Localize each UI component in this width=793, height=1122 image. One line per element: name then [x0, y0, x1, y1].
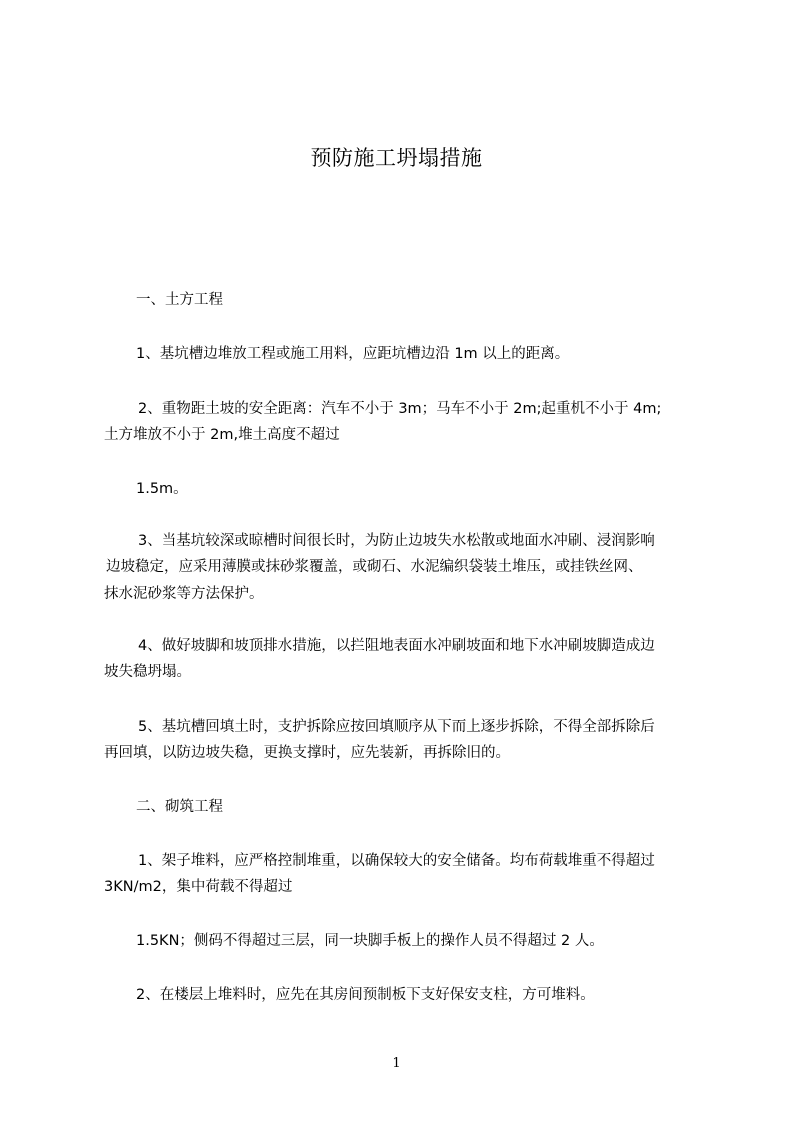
page-number: 1 — [392, 1056, 401, 1071]
earthwork-item-5-line-1: 5、基坑槽回填土时，支护拆除应按回填顺序从下而上逐步拆除，不得全部拆除后 — [138, 719, 655, 735]
earthwork-item-4-line-2: 坡失稳坍塌。 — [104, 664, 191, 680]
masonry-item-1-line-2: 3KN/m2，集中荷载不得超过 — [104, 879, 293, 895]
earthwork-item-3-line-3: 抹水泥砂浆等方法保护。 — [104, 586, 264, 602]
earthwork-item-2-line-3: 1.5m。 — [136, 481, 188, 497]
earthwork-item-5-line-2: 再回填，以防边坡失稳，更换支撑时，应先装新，再拆除旧的。 — [104, 745, 510, 761]
section-heading-masonry: 二、砌筑工程 — [136, 799, 223, 815]
earthwork-item-3-line-1: 3、当基坑较深或晾槽时间很长时，为防止边坡失水松散或地面水冲刷、浸润影响 — [138, 533, 655, 549]
earthwork-item-2-line-2: 土方堆放不小于 2m,堆土高度不超过 — [104, 427, 340, 443]
section-heading-earthwork: 一、土方工程 — [136, 292, 223, 308]
earthwork-item-2-line-1: 2、重物距土坡的安全距离：汽车不小于 3m；马车不小于 2m;起重机不小于 4m; — [138, 401, 662, 417]
earthwork-item-3-line-2: 边坡稳定，应采用薄膜或抹砂浆覆盖，或砌石、水泥编织袋装土堆压，或挂铁丝网、 — [106, 559, 643, 575]
masonry-item-1-line-3: 1.5KN；侧码不得超过三层，同一块脚手板上的操作人员不得超过 2 人。 — [136, 933, 604, 949]
masonry-item-2: 2、在楼层上堆料时，应先在其房间预制板下支好保安支柱，方可堆料。 — [136, 987, 595, 1003]
document-title: 预防施工坍塌措施 — [310, 146, 483, 170]
earthwork-item-1: 1、基坑槽边堆放工程或施工用料，应距坑槽边沿 1m 以上的距离。 — [136, 346, 570, 362]
masonry-item-1-line-1: 1、架子堆料，应严格控制堆重，以确保较大的安全储备。均布荷载堆重不得超过 — [138, 853, 655, 869]
earthwork-item-4-line-1: 4、做好坡脚和坡顶排水措施，以拦阻地表面水冲刷坡面和地下水冲刷坡脚造成边 — [138, 638, 655, 654]
